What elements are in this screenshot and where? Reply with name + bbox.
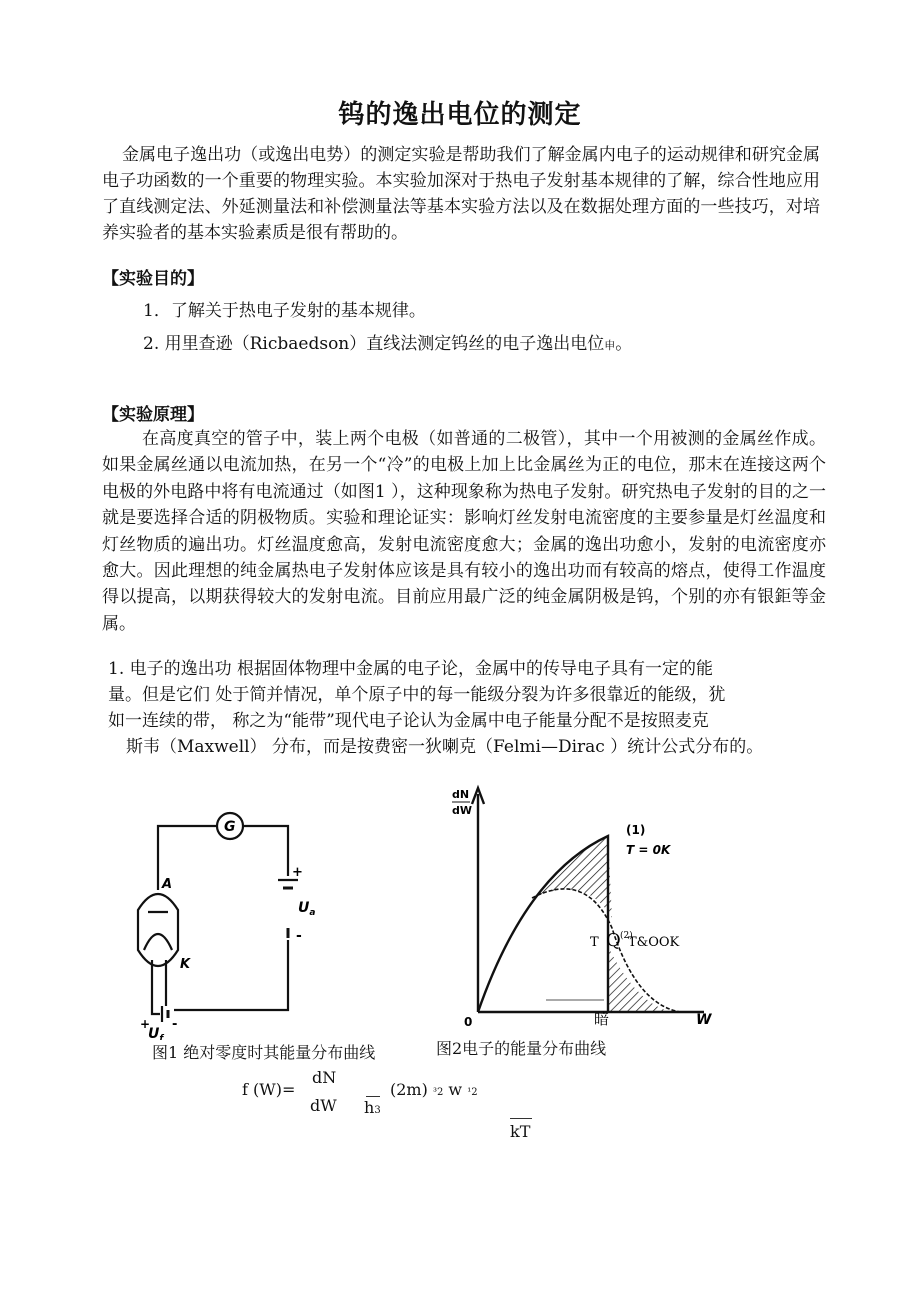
formula-h	[364, 1098, 381, 1117]
formula-kt: kT	[510, 1122, 531, 1141]
curve-2-label: (2)	[620, 931, 633, 941]
x-axis-mark: 暗	[594, 1010, 610, 1028]
electron-line-3: 如一连续的带， 称之为“能带”现代电子论认为金属中电子能量分配不是按照麦克	[108, 711, 709, 731]
uf-minus-sign: -	[172, 1017, 178, 1032]
intro-paragraph: 金属电子逸出功（或逸出电势）的测定实验是帮助我们了解金属内电子的运动规律和研究金属电子功函数的一个重要的物理实验。本实验加深对于热电子发射基本规律的了解，综合性地应用了直线测定法、外延测量法和补偿测量法等基本实验方法以及在数据处理方面的一些技巧，对培养实验者的基本实验素质是很有帮助的。	[102, 145, 820, 243]
ua-minus-sign: -	[296, 928, 302, 944]
ua-label-sub: a	[309, 908, 316, 918]
figure-2-energy-distribution	[436, 778, 726, 1034]
figure-2-caption: 图2电子的能量分布曲线	[436, 1039, 607, 1058]
figure-1-circuit	[128, 800, 328, 1040]
principle-paragraph: 在高度真空的管子中，装上两个电极（如普通的二极管），其中一个用被测的金属丝作成。如果金属丝通以电流加热，在另一个“冷”的电极上加上比金属丝为正的电位，那末在连接这两个电极的外电路中将有电流通过（如图1 ），这种现象称为热电子发射。研究热电子发射的目的之一就是要选择合适的阴极物质。实验和理论证实：影响灯丝发射电流密度的主要参量是灯丝温度和灯丝物质的遍出功。灯丝温度愈高，发射电流密度愈大；金属的逸出功愈小，发射的电流密度亦愈大。因此理想的纯金属热电子发射体应该是具有较小的逸出功而有较高的熔点，使得工作温度得以提高，以期获得较大的发射电流。目前应用最广泛的纯金属阴极是钨，个别的亦有银鉅等金属。	[102, 429, 826, 634]
page-title: 钨的逸出电位的测定	[338, 100, 582, 130]
ua-label-main: U	[298, 900, 310, 916]
formula-exp-2: ¹2	[467, 1087, 478, 1098]
y-label-bottom: dW	[452, 804, 473, 817]
hatched-area-lower	[608, 946, 672, 1012]
y-label-top: dN	[452, 788, 470, 801]
uf-wire-left	[152, 1006, 160, 1014]
uf-label-main: U	[148, 1026, 160, 1040]
purpose-item-2-end: 。	[615, 334, 633, 354]
electron-line-2: 量。但是它们 处于简并情况，单个原子中的每一能级分裂为许多很靠近的能级，犹	[108, 685, 726, 705]
section-heading-purpose: 【实验目的】	[102, 269, 204, 289]
x-axis-label: W	[696, 1012, 712, 1028]
hatched-area-upper	[532, 836, 612, 918]
formula-h-bar	[366, 1096, 380, 1097]
curve-1-label: (1)	[626, 823, 646, 837]
formula-w: w	[448, 1080, 463, 1099]
formula-lhs: f (W)=	[242, 1080, 296, 1099]
section-heading-principle: 【实验原理】	[102, 405, 204, 425]
ua-label	[298, 900, 315, 918]
curve-2-prefix: T	[590, 935, 599, 950]
formula-h-sub: 3	[374, 1105, 381, 1116]
formula-kt-bar	[510, 1118, 532, 1119]
curve-2-q: Q	[606, 930, 621, 951]
circuit-wire-right-bottom	[174, 940, 288, 1010]
electron-work-paragraph	[108, 656, 826, 760]
cathode-label: K	[180, 957, 191, 972]
diode-tube	[138, 894, 178, 966]
formula-h-main: h	[364, 1098, 375, 1117]
uf-label-sub: f	[159, 1034, 164, 1040]
formula-term	[390, 1080, 478, 1099]
galvanometer-label: G	[224, 819, 236, 835]
purpose-item-2-text: 2. 用里查逊（Ricbaedson）直线法测定钨丝的电子逸出电位	[143, 334, 605, 354]
ua-plus-sign: +	[292, 865, 303, 880]
purpose-item-2-mark: 申	[604, 339, 616, 352]
cathode-filament	[144, 934, 172, 950]
curve-2-temp: T&OOK	[628, 935, 680, 950]
formula-numerator: dN	[312, 1068, 337, 1087]
anode-label: A	[162, 877, 173, 892]
formula-term-main: (2m)	[390, 1080, 428, 1099]
uf-plus-sign: +	[140, 1017, 151, 1031]
purpose-item-1: 1．了解关于热电子发射的基本规律。	[143, 301, 426, 321]
circuit-wire-top-right	[244, 826, 288, 876]
electron-line-1: 1. 电子的逸出功 根据固体物理中金属的电子论，金属中的传导电子具有一定的能	[108, 659, 714, 679]
formula-exp-1: ³2	[432, 1087, 444, 1098]
formula-denominator: dW	[310, 1096, 337, 1115]
origin-label: 0	[464, 1015, 473, 1029]
figure-1-caption: 图1 绝对零度时其能量分布曲线	[152, 1043, 376, 1062]
electron-line-4: 斯韦（Maxwell） 分布，而是按费密一狄喇克（Felmi—Dirac ）统计公式分布的。	[126, 737, 764, 757]
uf-label	[148, 1026, 164, 1040]
purpose-item-2	[143, 329, 632, 354]
curve-1-temp: T = 0K	[626, 843, 671, 857]
